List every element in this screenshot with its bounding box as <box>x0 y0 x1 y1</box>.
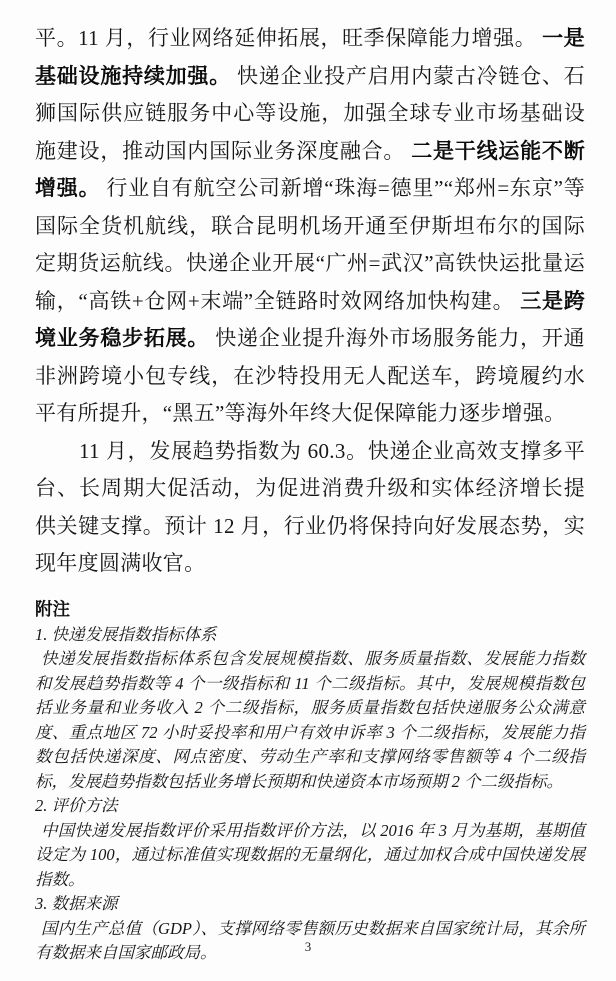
text-run: 快递企业投产启用内蒙古冷链仓、石狮国际供应链服务中心等设施，加强全球专业市场基础设施建设，推动国内国际业务深度融合。 <box>35 63 585 163</box>
notes-section <box>35 595 585 966</box>
note-1-body: 快递发展指数指标体系包含发展规模指数、服务质量指数、发展能力指数和发展趋势指数等 4 个一级指标和 11 个二级指标。其中，发展规模指数包括业务量和业务收入 2 个二级指标，服务质量指数包括快递服务公众满意度、重点地区 72 小时妥投率和用户有效申诉率 3 个二级指标，发展能力指数包括快递深度、网点密度、劳动生产率和支撑网络零售额等 4 个二级指标，发展趋势指数包括业务增长预期和快递资本市场预期 2 个二级指标。 <box>35 649 585 791</box>
note-item-evaluation-method <box>35 794 585 892</box>
main-text-block <box>35 20 585 583</box>
note-item-index-system <box>35 623 585 795</box>
note-2-body: 中国快递发展指数评价采用指数评价方法，以 2016 年 3 月为基期，基期值设定为 100，通过标准值实现数据的无量纲化，通过加权合成中国快递发展指数。 <box>35 820 585 889</box>
note-3-body: 国内生产总值（GDP）、支撑网络零售额历史数据来自国家统计局，其余所有数据来自国家邮政局。 <box>35 918 585 962</box>
paragraph-november-highlights <box>35 20 585 433</box>
text-run: 平。11 月，行业网络延伸拓展，旺季保障能力增强。 <box>35 26 537 50</box>
bold-run-trunk-capacity: 二是干线运能不断增强。 <box>35 138 585 200</box>
page-number: 3 <box>304 939 312 954</box>
bold-run-infrastructure: 一是基础设施持续加强。 <box>35 26 585 88</box>
text-run: 快递企业提升海外市场服务能力，开通非洲跨境小包专线，在沙特投用无人配送车，跨境履约水平有所提升，“黑五”等海外年终大促保障能力逐步增强。 <box>35 326 585 425</box>
note-3-heading: 3. 数据来源 <box>35 894 118 913</box>
notes-title: 附注 <box>35 598 70 619</box>
note-2-heading: 2. 评价方法 <box>35 796 118 815</box>
text-run: 行业自有航空公司新增“珠海=德里”“郑州=东京”等国际全货机航线，联合昆明机场开通至伊斯坦布尔的国际定期货运航线。快递企业开展“广州=武汉”高铁快运批量运输，“高铁+仓网+末端”全链路时效网络加快构建。 <box>35 176 586 313</box>
paragraph-trend-index: 11 月，发展趋势指数为 60.3。快递企业高效支撑多平台、长周期大促活动，为促进消费升级和实体经济增长提供关键支撑。预计 12 月，行业仍将保持向好发展态势，实现年度圆满收官。 <box>35 438 585 575</box>
bold-run-crossborder: 三是跨境业务稳步拓展。 <box>35 288 585 350</box>
page-footer <box>0 939 616 955</box>
note-1-heading: 1. 快递发展指数指标体系 <box>35 624 217 644</box>
